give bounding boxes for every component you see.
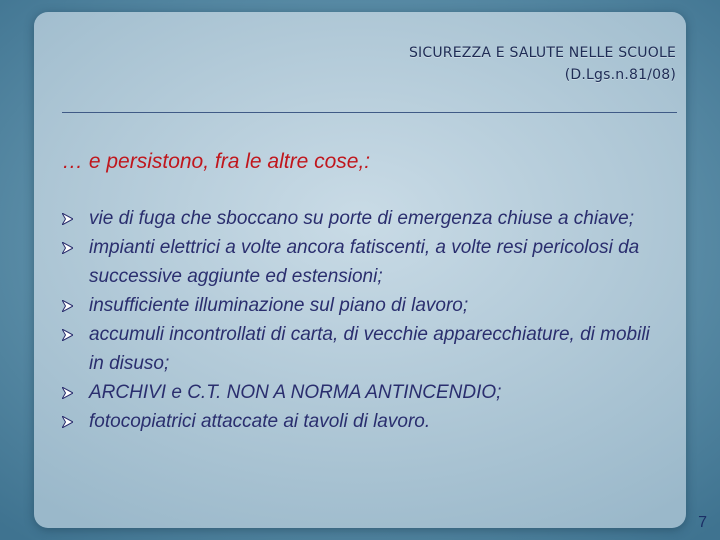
arrow-bullet-icon (62, 387, 73, 399)
header-divider (62, 112, 677, 113)
arrow-bullet-icon (62, 300, 73, 312)
bullet-text: impianti elettrici a volte ancora fatiscenti, a volte resi pericolosi da successive aggiunte ed estensioni; (89, 237, 640, 287)
bullet-text: vie di fuga che sboccano su porte di emergenza chiuse a chiave; (89, 208, 634, 229)
header-title-line2: (D.Lgs.n.81/08) (564, 67, 676, 83)
bullet-item (62, 291, 662, 320)
bullet-text: accumuli incontrollati di carta, di vecchie apparecchiature, di mobili in disuso; (89, 324, 650, 374)
arrow-bullet-icon (62, 242, 73, 254)
bullet-item (62, 233, 662, 291)
bullet-text: ARCHIVI e C.T. NON A NORMA ANTINCENDIO; (89, 382, 502, 403)
page-number: 7 (698, 514, 707, 531)
bullet-text: fotocopiatrici attaccate ai tavoli di lavoro. (89, 411, 431, 432)
header-title-line1: SICUREZZA E SALUTE NELLE SCUOLE (408, 45, 676, 61)
intro-text: … e persistono, fra le altre cose,: (62, 150, 371, 173)
arrow-bullet-icon (62, 416, 73, 428)
slide-header (409, 42, 676, 86)
bullet-item (62, 378, 662, 407)
bullet-item (62, 204, 662, 233)
bullet-list (62, 204, 662, 436)
arrow-bullet-icon (62, 329, 73, 341)
bullet-text: insufficiente illuminazione sul piano di lavoro; (89, 295, 469, 316)
bullet-item (62, 407, 662, 436)
arrow-bullet-icon (62, 213, 73, 225)
bullet-item (62, 320, 662, 378)
